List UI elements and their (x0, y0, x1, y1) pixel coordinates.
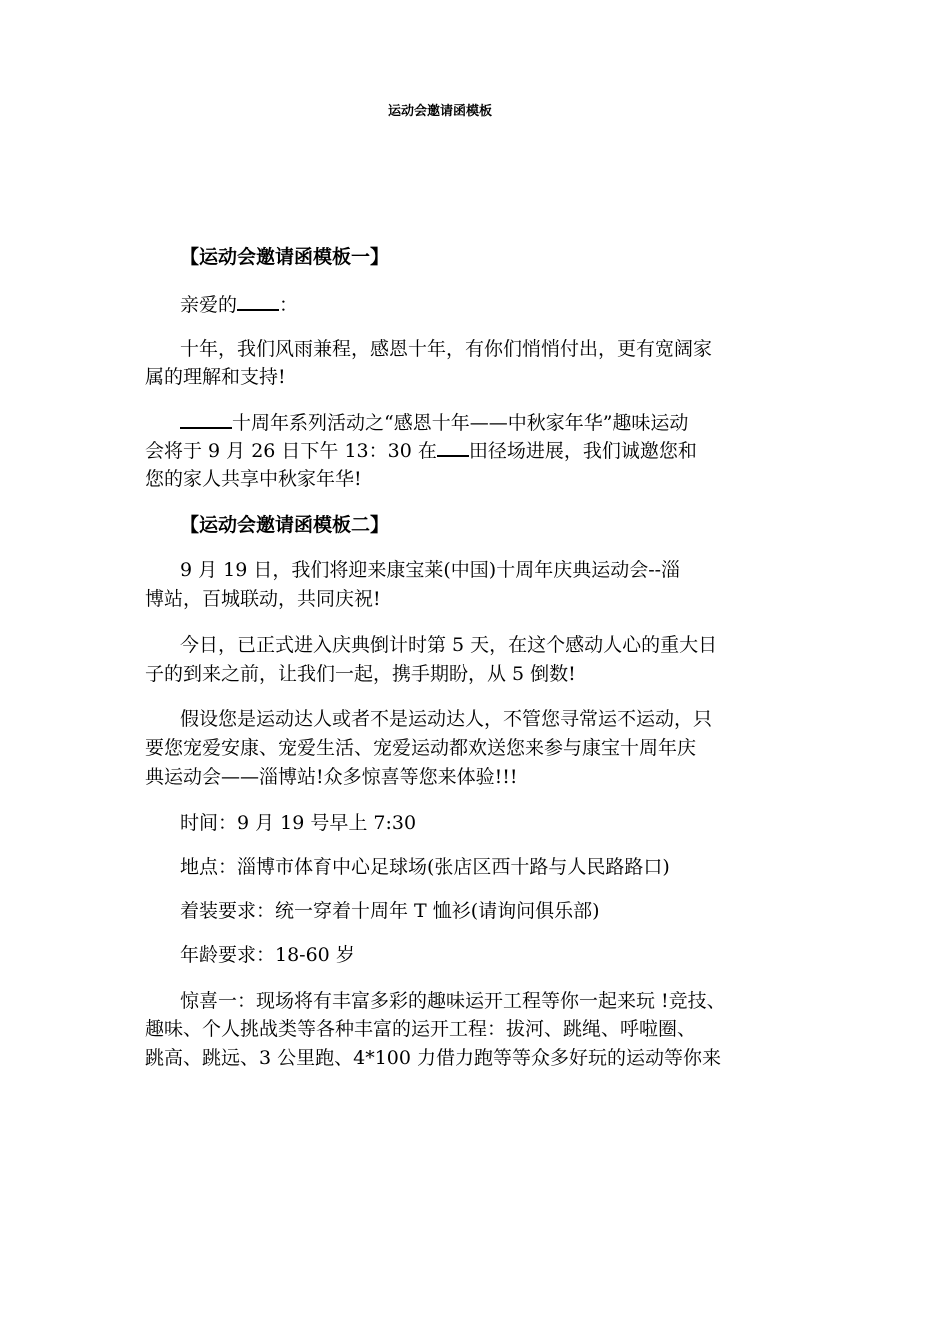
paragraph-line: 博站，百城联动，共同庆祝! (145, 588, 381, 610)
paragraph-line: 典运动会——淄博站!众多惊喜等您来体验!!! (145, 766, 518, 788)
section-one-heading: 【运动会邀请函模板一】 (180, 246, 390, 268)
paragraph-line (180, 409, 688, 435)
paragraph-line: 属的理解和支持! (145, 366, 286, 388)
paragraph-text: 田径场进展，我们诚邀您和 (468, 440, 697, 462)
paragraph-line: 今日，已正式进入庆典倒计时第 5 天，在这个感动人心的重大日 (180, 634, 718, 656)
paragraph-line (145, 437, 697, 463)
paragraph-text: 会将于 9 月 26 日下午 13：30 在 (145, 440, 437, 462)
greeting-line (180, 291, 298, 317)
section-two-heading: 【运动会邀请函模板二】 (180, 514, 390, 536)
event-place: 地点：淄博市体育中心足球场(张店区西十路与人民路路口) (180, 856, 670, 878)
paragraph-line: 9 月 19 日，我们将迎来康宝莱(中国)十周年庆典运动会--淄 (180, 559, 681, 581)
paragraph-line: 惊喜一：现场将有丰富多彩的趣味运开工程等你一起来玩 !竞技、 (180, 990, 726, 1012)
paragraph-line: 子的到来之前，让我们一起，携手期盼，从 5 倒数! (145, 663, 576, 685)
dress-code: 着装要求：统一穿着十周年 T 恤衫(请询问俱乐部) (180, 900, 600, 922)
paragraph-line: 假设您是运动达人或者不是运动达人，不管您寻常运不运动，只 (180, 708, 713, 730)
greeting-colon: ： (279, 294, 299, 316)
paragraph-line: 跳高、跳远、3 公里跑、4*100 力借力跑等等众多好玩的运动等你来 (145, 1047, 722, 1069)
age-requirement: 年龄要求：18-60 岁 (180, 944, 355, 966)
paragraph-text: 十周年系列活动之“感恩十年——中秋家年华”趣味运动 (232, 412, 689, 434)
event-time: 时间：9 月 19 号早上 7:30 (180, 812, 417, 834)
paragraph-line: 要您宠爱安康、宠爱生活、宠爱运动都欢送您来参与康宝十周年庆 (145, 737, 697, 759)
venue-blank (437, 437, 469, 457)
page-title: 运动会邀请函模板 (387, 104, 492, 119)
paragraph-line: 十年，我们风雨兼程，感恩十年，有你们悄悄付出，更有宽阔家 (180, 338, 713, 360)
paragraph-line: 趣味、个人挑战类等各种丰富的运开工程：拔河、跳绳、呼啦圈、 (145, 1018, 697, 1040)
organizer-blank (180, 409, 232, 429)
greeting-text: 亲爱的 (180, 294, 238, 316)
name-blank (237, 291, 279, 311)
paragraph-line: 您的家人共享中秋家年华! (145, 468, 362, 490)
